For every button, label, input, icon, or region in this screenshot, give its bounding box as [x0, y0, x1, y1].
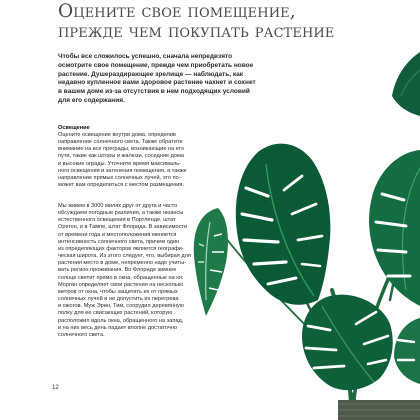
text-line: Орегон, и в Тампе, штат Флорида. В зависимости	[58, 224, 188, 231]
text-line: ного освещения и затенения помещения, а также	[58, 167, 187, 174]
text-line: Морган определяет свои растения на несколько	[58, 281, 184, 288]
title-line-1: Оцените свое помещение,	[58, 1, 296, 22]
text-line: солнечных лучей и не допустить их перегрева	[58, 296, 179, 303]
monstera-leaf-lower	[302, 295, 393, 391]
section-heading: Освещение	[58, 125, 90, 131]
text-line: из определяющих факторов является географи-	[58, 245, 184, 252]
text-line: Мы живем в 3000 милях друг от друга и часто	[58, 203, 178, 209]
text-line: Оцените освещение внутри дома, определив	[58, 132, 176, 138]
text-line: расположил вдоль окна, обращенного на запад,	[58, 317, 184, 324]
lead-line: Чтобы все сложилось успешно, сначала непредвзято	[58, 53, 233, 60]
text-line: солнечного света.	[58, 331, 105, 338]
lead-line: растение. Душераздирающее зрелище — наблюдать, как	[58, 70, 243, 78]
text-line: растения место в доме, непременно надо учиты-	[58, 260, 186, 267]
text-line: направление солнечного света. Также обратите	[58, 139, 183, 146]
text-line: направление прямых солнечных лучей, это по-	[58, 174, 181, 181]
lead-line: в вашем доме из-за отсутствия в нем подходящих условий	[58, 88, 250, 96]
title-line-2: прежде чем покупать растение	[58, 21, 335, 42]
monstera-leaf-small-left	[194, 208, 228, 316]
lead-line: для его содержания.	[58, 96, 125, 104]
text-line: внимание на все преграды, возникающие на его	[58, 146, 184, 153]
monstera-leaf-edge	[394, 318, 420, 384]
text-line: солнце светит прямо в окна, обращенные на юг.	[58, 274, 184, 281]
text-line: метров от окна, чтобы защитить их от прямых	[58, 288, 178, 295]
text-line: обсуждаем погодные различия, а также нюансы	[58, 210, 184, 217]
text-line: и ожогов. Муж Эрин, Тим, соорудил деревянную	[58, 303, 184, 310]
text-line: и высокие ограды. Уточните время максималь-	[58, 160, 181, 167]
text-line: от времени года и местоположения меняется	[58, 231, 177, 238]
monstera-leaf-main	[236, 144, 331, 305]
text-line: ческая широта. Из этого следует, что, выбирая для	[58, 253, 191, 260]
text-line: пути, такие как шторы и жалюзи, соседние дома	[58, 153, 184, 160]
lead-line: недавно купленное вами здоровое растение чахнет и сохнет	[58, 79, 256, 87]
text-line: интенсивность солнечного света, причем один	[58, 238, 180, 245]
text-line: и на них весь день падает вполне достаточно	[58, 324, 178, 331]
text-line: полку для ее свисающих растений, которую	[58, 310, 173, 317]
monstera-leaf-top	[392, 52, 420, 116]
monstera-leaf-right	[369, 150, 420, 306]
page-number: 12	[52, 385, 59, 391]
text-line: вать регион проживания. Во Флориде зимнее	[58, 267, 177, 274]
plant-pot	[338, 400, 420, 420]
text-line: естественного освещения в Портленде, штат	[58, 217, 176, 224]
lead-line: осмотрите свое помещение, прежде чем приобретать новое	[58, 61, 254, 69]
text-line: может вам определиться с местом размещения.	[58, 182, 185, 189]
